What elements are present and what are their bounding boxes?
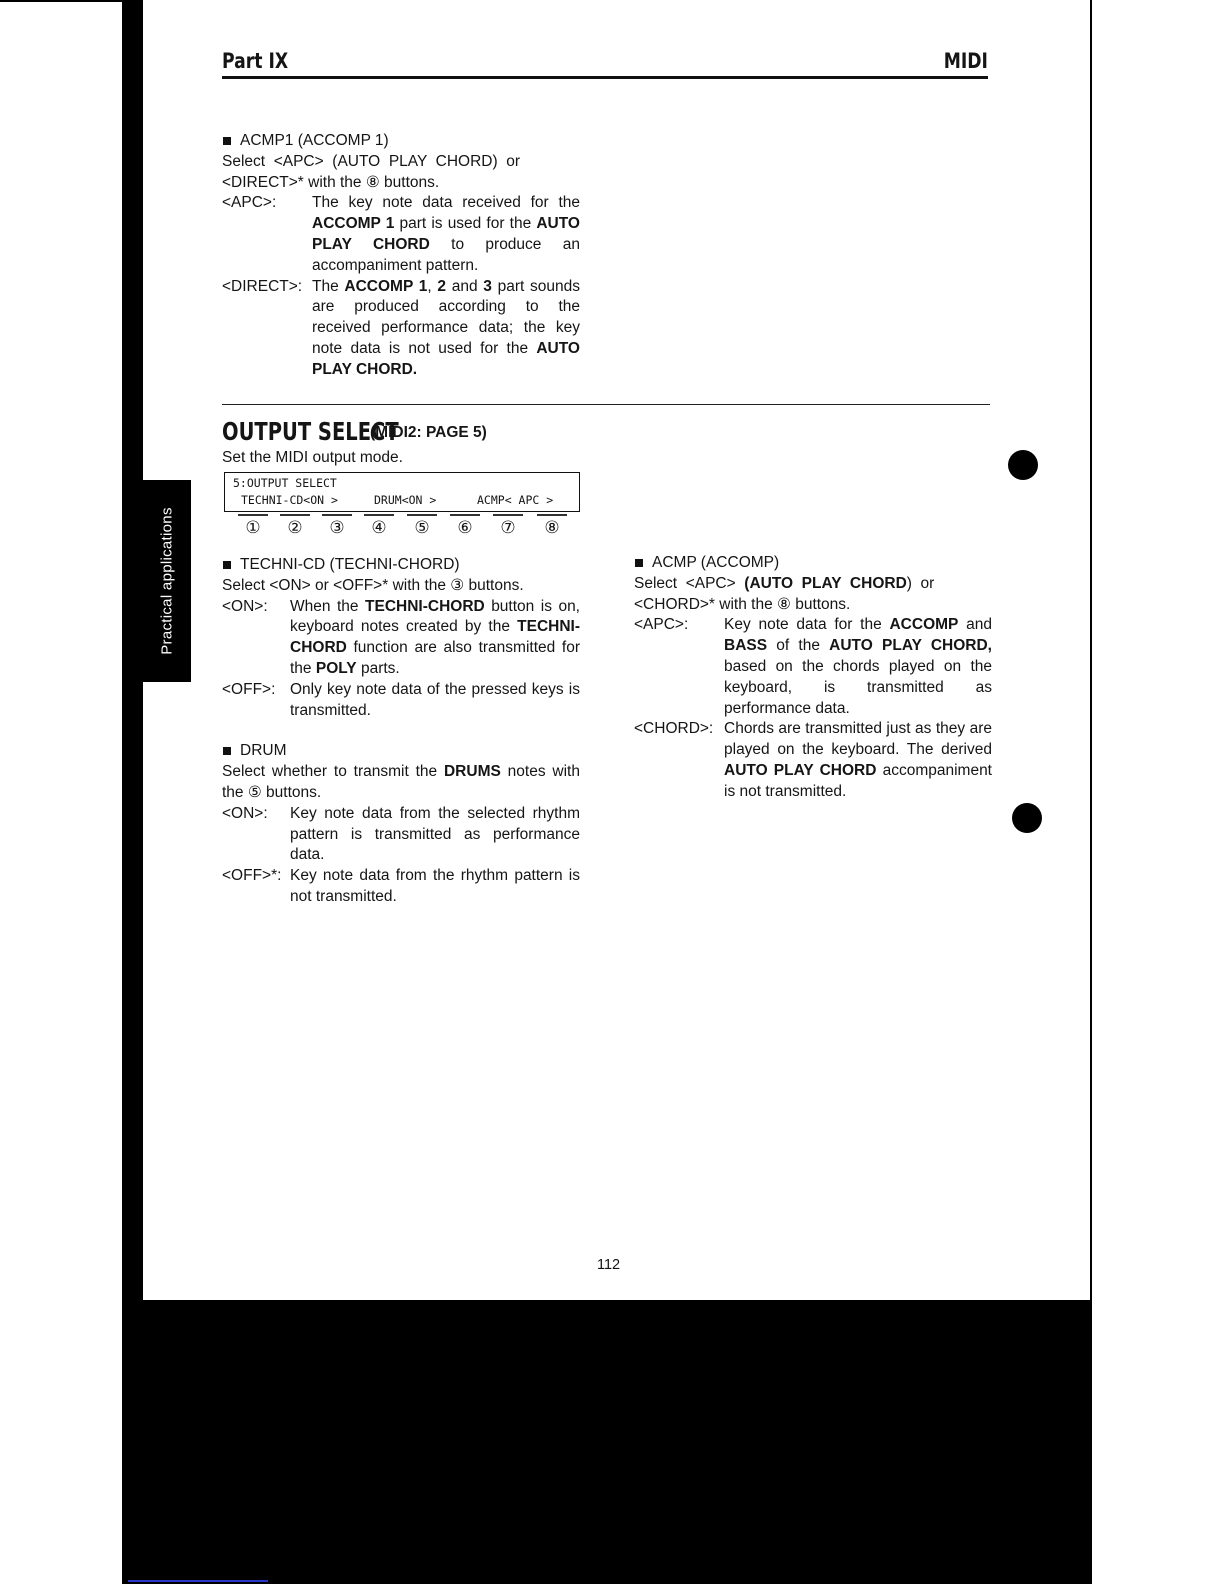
techni-on-definition bbox=[222, 597, 580, 680]
drum-on-term: <ON>: bbox=[222, 804, 268, 822]
acmp1-direct-desc: The ACCOMP 1, 2 and 3 part sounds are produced according to the received performance data; the key note data is not used for the AUTO PLAY CHORD. bbox=[312, 277, 580, 378]
acmp-chord-definition bbox=[634, 719, 992, 802]
lcd-button-5[interactable]: ⑤ bbox=[405, 514, 439, 538]
acmp1-apc-desc: The key note data received for the ACCOMP 1 part is used for the AUTO PLAY CHORD to produce an accompaniment pattern. bbox=[312, 194, 580, 274]
acmp1-title: ACMP1 (ACCOMP 1) bbox=[240, 132, 389, 149]
acmp-chord-term: <CHORD>: bbox=[634, 720, 714, 738]
lcd-button-2[interactable]: ② bbox=[278, 514, 312, 538]
lcd-button-8[interactable]: ⑧ bbox=[535, 514, 569, 538]
side-tab-label: Practical applications bbox=[158, 507, 176, 655]
header-rule bbox=[222, 76, 988, 79]
acmp1-section bbox=[222, 131, 580, 381]
drum-off-desc: Key note data from the rhythm pattern is not transmitted. bbox=[290, 867, 580, 905]
techni-off-definition bbox=[222, 680, 580, 722]
drum-on-desc: Key note data from the selected rhythm pattern is transmitted as performance data. bbox=[290, 804, 580, 864]
drum-title: DRUM bbox=[240, 742, 287, 760]
lcd-button-1[interactable]: ① bbox=[236, 514, 270, 538]
acmp1-apc-definition bbox=[222, 193, 580, 276]
acmp-column bbox=[634, 553, 992, 803]
techni-title: TECHNI-CD (TECHNI-CHORD) bbox=[240, 556, 460, 573]
acmp-title: ACMP (ACCOMP) bbox=[652, 554, 780, 571]
acmp1-apc-term: <APC>: bbox=[222, 194, 277, 212]
drum-on-definition bbox=[222, 804, 580, 866]
lcd-segment-acmp: ACMP< APC > bbox=[477, 493, 554, 507]
side-tab bbox=[143, 480, 191, 682]
square-bullet-icon bbox=[223, 561, 231, 569]
drum-off-definition bbox=[222, 866, 580, 908]
square-bullet-icon bbox=[223, 137, 231, 145]
scan-margin-left bbox=[0, 0, 122, 1584]
lcd-line-1: 5:OUTPUT SELECT bbox=[233, 476, 337, 490]
techni-drum-column bbox=[222, 555, 580, 908]
acmp1-direct-definition bbox=[222, 277, 580, 381]
acmp1-intro-2: <DIRECT>* with the ⑧ buttons. bbox=[222, 173, 440, 191]
drum-heading bbox=[222, 741, 580, 762]
acmp-intro-2: <CHORD>* with the ⑧ buttons. bbox=[634, 595, 851, 613]
acmp-apc-term: <APC>: bbox=[634, 616, 689, 634]
techni-on-term: <ON>: bbox=[222, 597, 268, 615]
techni-off-desc: Only key note data of the pressed keys is transmitted. bbox=[290, 680, 580, 719]
drum-intro: Select whether to transmit the DRUMS notes with the ⑤ buttons. bbox=[222, 763, 580, 801]
output-select-intro: Set the MIDI output mode. bbox=[222, 449, 403, 466]
lcd-buttons-row bbox=[222, 514, 580, 540]
page-number: 112 bbox=[597, 1257, 621, 1273]
lcd-button-4[interactable]: ④ bbox=[362, 514, 396, 538]
acmp1-heading bbox=[222, 131, 580, 152]
binder-hole-icon bbox=[1008, 450, 1038, 480]
output-select-title: OUTPUT SELECT bbox=[222, 417, 399, 446]
header-chapter: MIDI bbox=[943, 49, 988, 73]
techni-off-term: <OFF>: bbox=[222, 680, 276, 698]
section-rule bbox=[222, 404, 990, 405]
lcd-segment-techni: TECHNI-CD<ON > bbox=[241, 493, 338, 507]
acmp-apc-desc: Key note data for the ACCOMP and BASS of the AUTO PLAY CHORD, based on the chords played on the keyboard, is transmitted as performance data. bbox=[724, 616, 992, 717]
acmp1-direct-term: <DIRECT>: bbox=[222, 277, 303, 295]
lcd-display bbox=[224, 472, 580, 512]
square-bullet-icon bbox=[635, 559, 643, 567]
lcd-segment-drum: DRUM<ON > bbox=[374, 493, 437, 507]
acmp-intro-1: Select <APC> (AUTO PLAY CHORD) or bbox=[634, 574, 935, 592]
techni-on-desc: When the TECHNI-CHORD button is on, keyboard notes created by the TECHNI-CHORD function are also transmitted for the POLY parts. bbox=[290, 597, 580, 677]
lcd-button-6[interactable]: ⑥ bbox=[448, 514, 482, 538]
output-select-heading bbox=[222, 417, 487, 446]
acmp-apc-definition bbox=[634, 615, 992, 719]
acmp-chord-desc: Chords are transmitted just as they are played on the keyboard. The derived AUTO PLAY CHORD accompaniment is not transmitted. bbox=[724, 720, 992, 800]
techni-intro: Select <ON> or <OFF>* with the ③ buttons. bbox=[222, 576, 524, 594]
square-bullet-icon bbox=[223, 747, 231, 755]
acmp-heading bbox=[634, 553, 992, 574]
acmp1-intro-1: Select <APC> (AUTO PLAY CHORD) or bbox=[222, 152, 521, 170]
lcd-button-7[interactable]: ⑦ bbox=[491, 514, 525, 538]
header-part: Part IX bbox=[222, 49, 289, 73]
binder-hole-icon bbox=[1012, 803, 1042, 833]
output-select-page-ref: (MIDI2: PAGE 5) bbox=[370, 424, 487, 441]
techni-heading bbox=[222, 555, 580, 576]
scan-bottom-line bbox=[128, 1580, 268, 1582]
lcd-button-3[interactable]: ③ bbox=[320, 514, 354, 538]
lcd-line-2 bbox=[241, 493, 575, 508]
drum-off-term: <OFF>*: bbox=[222, 867, 282, 885]
